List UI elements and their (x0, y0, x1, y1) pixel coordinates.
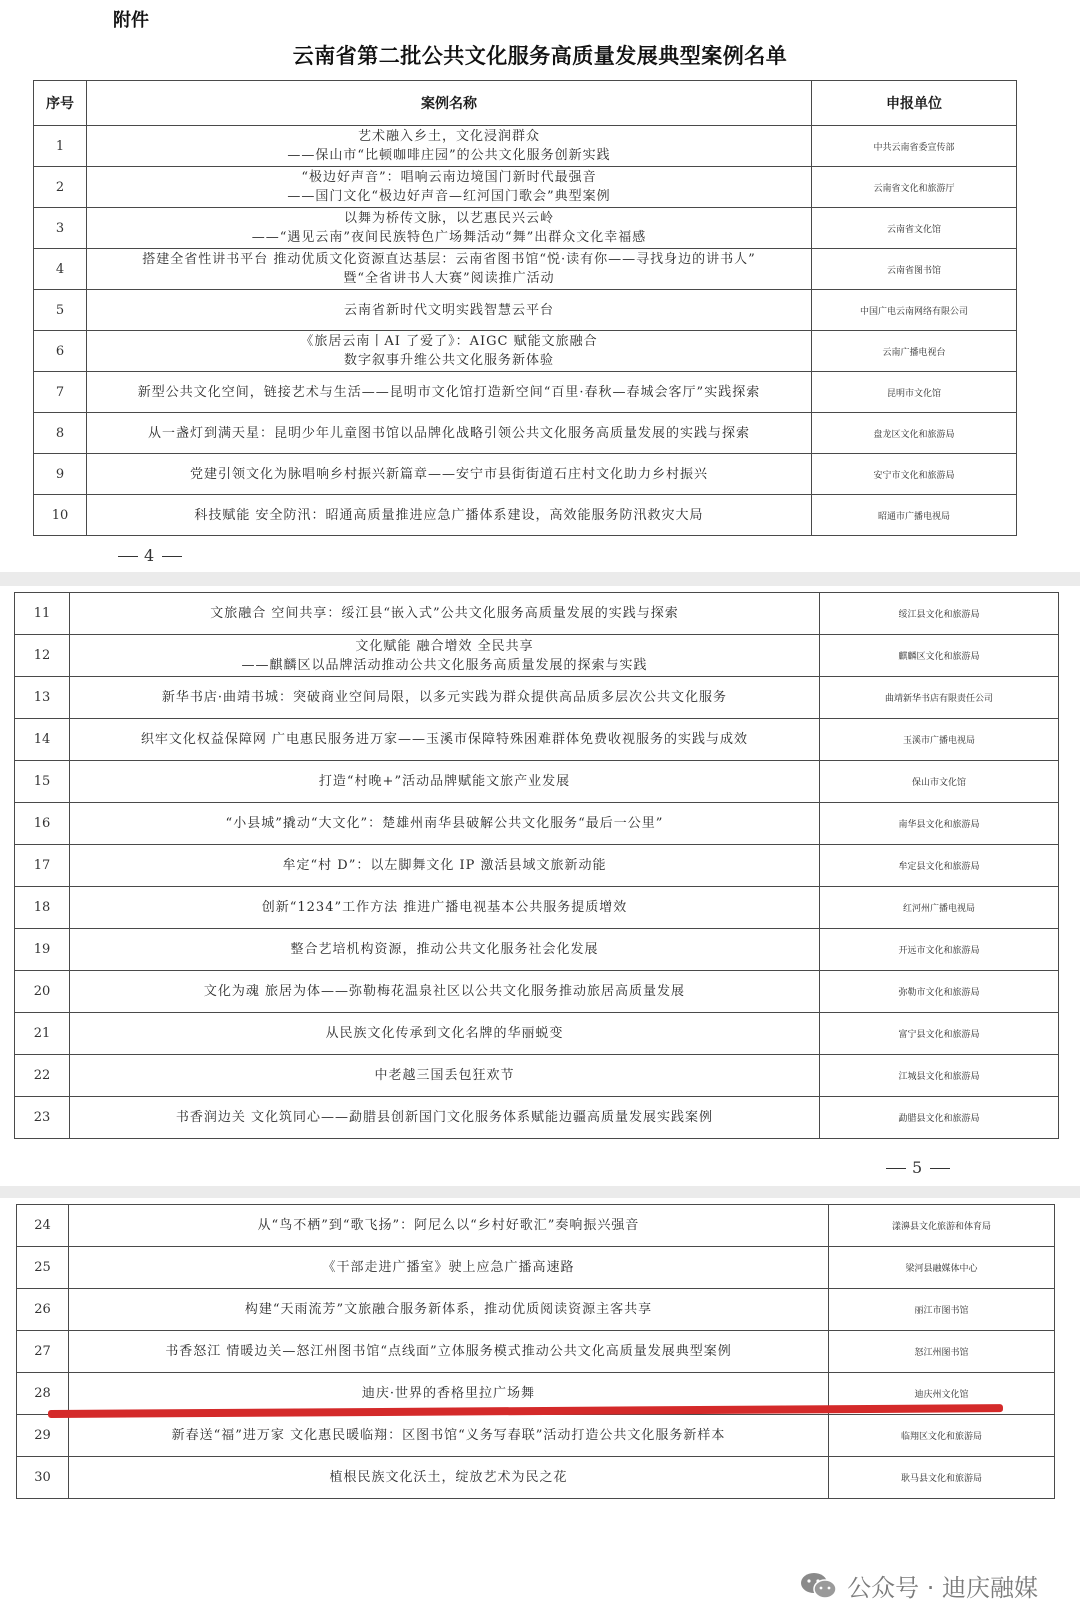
table-row (15, 845, 1059, 887)
row-number: 15 (15, 761, 70, 803)
table-row (15, 677, 1059, 719)
case-name-line: 从“鸟不栖”到“歌飞扬”：阿尼么以“乡村好歌汇”奏响振兴强音 (257, 1218, 640, 1233)
case-name-line: 新春送“福”进万家 文化惠民暖临翔：区图书馆“义务写春联”活动打造公共文化服务新样本 (171, 1428, 726, 1443)
header-unit: 申报单位 (812, 81, 1017, 126)
case-name-line: 织牢文化权益保障网 广电惠民服务进万家——玉溪市保障特殊困难群体免费收视服务的实践与成效 (140, 732, 749, 747)
case-table-page-1 (33, 80, 1017, 536)
table-row (34, 454, 1017, 495)
case-name-line: 文化为魂 旅居为体——弥勒梅花温泉社区以公共文化服务推动旅居高质量发展 (203, 984, 686, 999)
applicant-unit: 昆明市文化馆 (812, 372, 1017, 413)
case-name-line: ——“遇见云南”夜间民族特色广场舞活动“舞”出群众文化幸福感 (251, 230, 647, 245)
table-row (34, 126, 1017, 167)
case-name (87, 290, 812, 331)
table-row (15, 761, 1059, 803)
page-separator (0, 572, 1080, 586)
row-number: 1 (34, 126, 87, 167)
case-name-line: 《干部走进广播室》驶上应急广播高速路 (322, 1260, 575, 1275)
case-name-line: 新华书店·曲靖书城：突破商业空间局限，以多元实践为群众提供高品质多层次公共文化服务 (161, 690, 728, 705)
applicant-unit: 中共云南省委宣传部 (812, 126, 1017, 167)
table-row (34, 495, 1017, 536)
case-name-line: 牟定“村 D”：以左脚舞文化 IP 激活县域文旅新动能 (282, 858, 607, 873)
row-number: 22 (15, 1055, 70, 1097)
wechat-icon (799, 1571, 839, 1601)
case-name-line: 文旅融合 空间共享：绥江县“嵌入式”公共文化服务高质量发展的实践与探索 (210, 606, 679, 621)
applicant-unit: 麒麟区文化和旅游局 (820, 635, 1059, 677)
case-name (70, 761, 820, 803)
row-number: 26 (17, 1289, 69, 1331)
applicant-unit: 梁河县融媒体中心 (829, 1247, 1055, 1289)
table-row (15, 971, 1059, 1013)
table-header-row (34, 81, 1017, 126)
applicant-unit: 迪庆州文化馆 (829, 1373, 1055, 1415)
case-name-line: 以舞为桥传文脉，以艺惠民兴云岭 (343, 211, 554, 226)
case-name (69, 1331, 829, 1373)
applicant-unit: 绥江县文化和旅游局 (820, 593, 1059, 635)
case-name-line: 书香怒江 情暖边关—怒江州图书馆“点线面”立体服务模式推动公共文化高质量发展典型案例 (165, 1344, 732, 1359)
case-name-line: 暨“全省讲书人大赛”阅读推广活动 (343, 271, 555, 286)
table-row (34, 167, 1017, 208)
case-name (87, 372, 812, 413)
case-name-line: 数字叙事升维公共文化服务新体验 (343, 353, 554, 368)
row-number: 7 (34, 372, 87, 413)
case-name (87, 208, 812, 249)
case-name-line: 从一盏灯到满天星：昆明少年儿童图书馆以品牌化战略引领公共文化服务高质量发展的实践与探索 (147, 425, 750, 441)
row-number: 18 (15, 887, 70, 929)
row-number: 10 (34, 495, 87, 536)
table-row (15, 1055, 1059, 1097)
applicant-unit: 曲靖新华书店有限责任公司 (820, 677, 1059, 719)
case-name-line: 整合艺培机构资源，推动公共文化服务社会化发展 (290, 942, 599, 957)
table-row (17, 1247, 1055, 1289)
case-name-line: ——保山市“比顿咖啡庄园”的公共文化服务创新实践 (287, 148, 611, 163)
table-row (15, 887, 1059, 929)
case-name (70, 1097, 820, 1139)
case-name-line: 迪庆·世界的香格里拉广场舞 (361, 1386, 536, 1401)
header-no: 序号 (34, 81, 87, 126)
row-number: 28 (17, 1373, 69, 1415)
applicant-unit: 红河州广播电视局 (820, 887, 1059, 929)
table-row (17, 1457, 1055, 1499)
applicant-unit: 云南广播电视台 (812, 331, 1017, 372)
case-name-line: ——麒麟区以品牌活动推动公共文化服务高质量发展的探索与实践 (241, 657, 648, 673)
case-name (70, 845, 820, 887)
row-number: 17 (15, 845, 70, 887)
row-number: 27 (17, 1331, 69, 1373)
case-name (87, 331, 812, 372)
row-number: 9 (34, 454, 87, 495)
case-name (69, 1247, 829, 1289)
row-number: 12 (15, 635, 70, 677)
case-name-line: 植根民族文化沃土，绽放艺术为民之花 (329, 1470, 568, 1485)
case-name (69, 1457, 829, 1499)
table-row (17, 1289, 1055, 1331)
case-name (70, 1013, 820, 1055)
table-row (34, 331, 1017, 372)
row-number: 16 (15, 803, 70, 845)
case-name-line: “小县城”撬动“大文化”：楚雄州南华县破解公共文化服务“最后一公里” (225, 816, 664, 831)
case-name-line: 创新“1234”工作方法 推进广播电视基本公共服务提质增效 (261, 900, 628, 915)
case-name (70, 887, 820, 929)
row-number: 2 (34, 167, 87, 208)
attachment-label: 附件 (113, 10, 149, 31)
row-number: 3 (34, 208, 87, 249)
applicant-unit: 勐腊县文化和旅游局 (820, 1097, 1059, 1139)
case-name-line: 搭建全省性讲书平台 推动优质文化资源直达基层：云南省图书馆“悦·读有你——寻找身边的讲书人” (142, 252, 756, 267)
table-row (15, 593, 1059, 635)
case-name-line: 党建引领文化为脉唱响乡村振兴新篇章——安宁市县街街道石庄村文化助力乡村振兴 (189, 466, 708, 482)
applicant-unit: 耿马县文化和旅游局 (829, 1457, 1055, 1499)
applicant-unit: 云南省文化馆 (812, 208, 1017, 249)
applicant-unit: 保山市文化馆 (820, 761, 1059, 803)
case-name-line: 构建“天雨流芳”文旅融合服务新体系，推动优质阅读资源主客共享 (244, 1302, 653, 1317)
header-name: 案例名称 (87, 81, 812, 126)
case-name (70, 719, 820, 761)
row-number: 4 (34, 249, 87, 290)
case-name (69, 1205, 829, 1247)
table-row (15, 803, 1059, 845)
case-name (87, 413, 812, 454)
case-table-page-3 (16, 1204, 1055, 1499)
table-row (34, 290, 1017, 331)
case-name (70, 929, 820, 971)
case-name-line: 《旅居云南丨AI 了爱了》：AIGC 赋能文旅融合 (300, 334, 598, 349)
applicant-unit: 怒江州图书馆 (829, 1331, 1055, 1373)
case-name-line: “极边好声音”：唱响云南边境国门新时代最强音 (301, 170, 597, 185)
applicant-unit: 南华县文化和旅游局 (820, 803, 1059, 845)
row-number: 6 (34, 331, 87, 372)
row-number: 5 (34, 290, 87, 331)
applicant-unit: 盘龙区文化和旅游局 (812, 413, 1017, 454)
case-name (87, 249, 812, 290)
table-row (34, 413, 1017, 454)
case-name (70, 593, 820, 635)
table-row (15, 1097, 1059, 1139)
applicant-unit: 丽江市图书馆 (829, 1289, 1055, 1331)
page-number-4: 4 (112, 546, 188, 565)
row-number: 30 (17, 1457, 69, 1499)
applicant-unit: 玉溪市广播电视局 (820, 719, 1059, 761)
row-number: 25 (17, 1247, 69, 1289)
applicant-unit: 牟定县文化和旅游局 (820, 845, 1059, 887)
applicant-unit: 临翔区文化和旅游局 (829, 1415, 1055, 1457)
applicant-unit: 云南省图书馆 (812, 249, 1017, 290)
case-name (87, 495, 812, 536)
applicant-unit: 江城县文化和旅游局 (820, 1055, 1059, 1097)
applicant-unit: 弥勒市文化和旅游局 (820, 971, 1059, 1013)
table-row (15, 635, 1059, 677)
row-number: 20 (15, 971, 70, 1013)
row-number: 21 (15, 1013, 70, 1055)
case-name (87, 167, 812, 208)
table-row (17, 1415, 1055, 1457)
case-name-line: 云南省新时代文明实践智慧云平台 (343, 302, 554, 318)
case-name (69, 1415, 829, 1457)
case-name (87, 126, 812, 167)
case-name (69, 1289, 829, 1331)
case-name (70, 971, 820, 1013)
table-row (17, 1331, 1055, 1373)
applicant-unit: 富宁县文化和旅游局 (820, 1013, 1059, 1055)
table-row (34, 249, 1017, 290)
row-number: 24 (17, 1205, 69, 1247)
case-name-line: 从民族文化传承到文化名牌的华丽蜕变 (325, 1026, 564, 1041)
case-name-line: 艺术融入乡土，文化浸润群众 (357, 129, 540, 144)
row-number: 11 (15, 593, 70, 635)
row-number: 19 (15, 929, 70, 971)
row-number: 29 (17, 1415, 69, 1457)
case-name-line: 中老越三国丢包狂欢节 (374, 1068, 515, 1083)
applicant-unit: 开远市文化和旅游局 (820, 929, 1059, 971)
case-table-page-2 (14, 592, 1059, 1139)
wechat-watermark (799, 1568, 1038, 1603)
row-number: 13 (15, 677, 70, 719)
case-name (70, 635, 820, 677)
document-title: 云南省第二批公共文化服务高质量发展典型案例名单 (292, 44, 788, 68)
page-separator (0, 1186, 1080, 1198)
applicant-unit: 昭通市广播电视局 (812, 495, 1017, 536)
applicant-unit: 云南省文化和旅游厅 (812, 167, 1017, 208)
case-name-line: 文化赋能 融合增效 全民共享 (355, 638, 534, 654)
table-row (15, 1013, 1059, 1055)
case-name-line: 书香润边关 文化筑同心——勐腊县创新国门文化服务体系赋能边疆高质量发展实践案例 (175, 1110, 714, 1125)
case-name (70, 1055, 820, 1097)
table-row (15, 929, 1059, 971)
case-name-line: ——国门文化“极边好声音—红河国门歌会”典型案例 (287, 189, 611, 204)
table-row (15, 719, 1059, 761)
table-row (34, 372, 1017, 413)
case-name-line: 新型公共文化空间，链接艺术与生活——昆明市文化馆打造新空间“百里·春秋—春城会客厅”实践探索 (137, 384, 761, 400)
row-number: 14 (15, 719, 70, 761)
table-row (34, 208, 1017, 249)
case-name (70, 803, 820, 845)
applicant-unit: 中国广电云南网络有限公司 (812, 290, 1017, 331)
watermark-text: 公众号 · 迪庆融媒 (847, 1574, 1038, 1602)
case-name (70, 677, 820, 719)
case-name-line: 打造“村晚+”活动品牌赋能文旅产业发展 (318, 774, 571, 789)
table-row (17, 1205, 1055, 1247)
applicant-unit: 安宁市文化和旅游局 (812, 454, 1017, 495)
row-number: 8 (34, 413, 87, 454)
page-number-5: 5 (880, 1158, 956, 1177)
row-number: 23 (15, 1097, 70, 1139)
case-name-line: 科技赋能 安全防汛：昭通高质量推进应急广播体系建设，高效能服务防汛救灾大局 (194, 507, 704, 523)
case-name (87, 454, 812, 495)
applicant-unit: 漾濞县文化旅游和体育局 (829, 1205, 1055, 1247)
